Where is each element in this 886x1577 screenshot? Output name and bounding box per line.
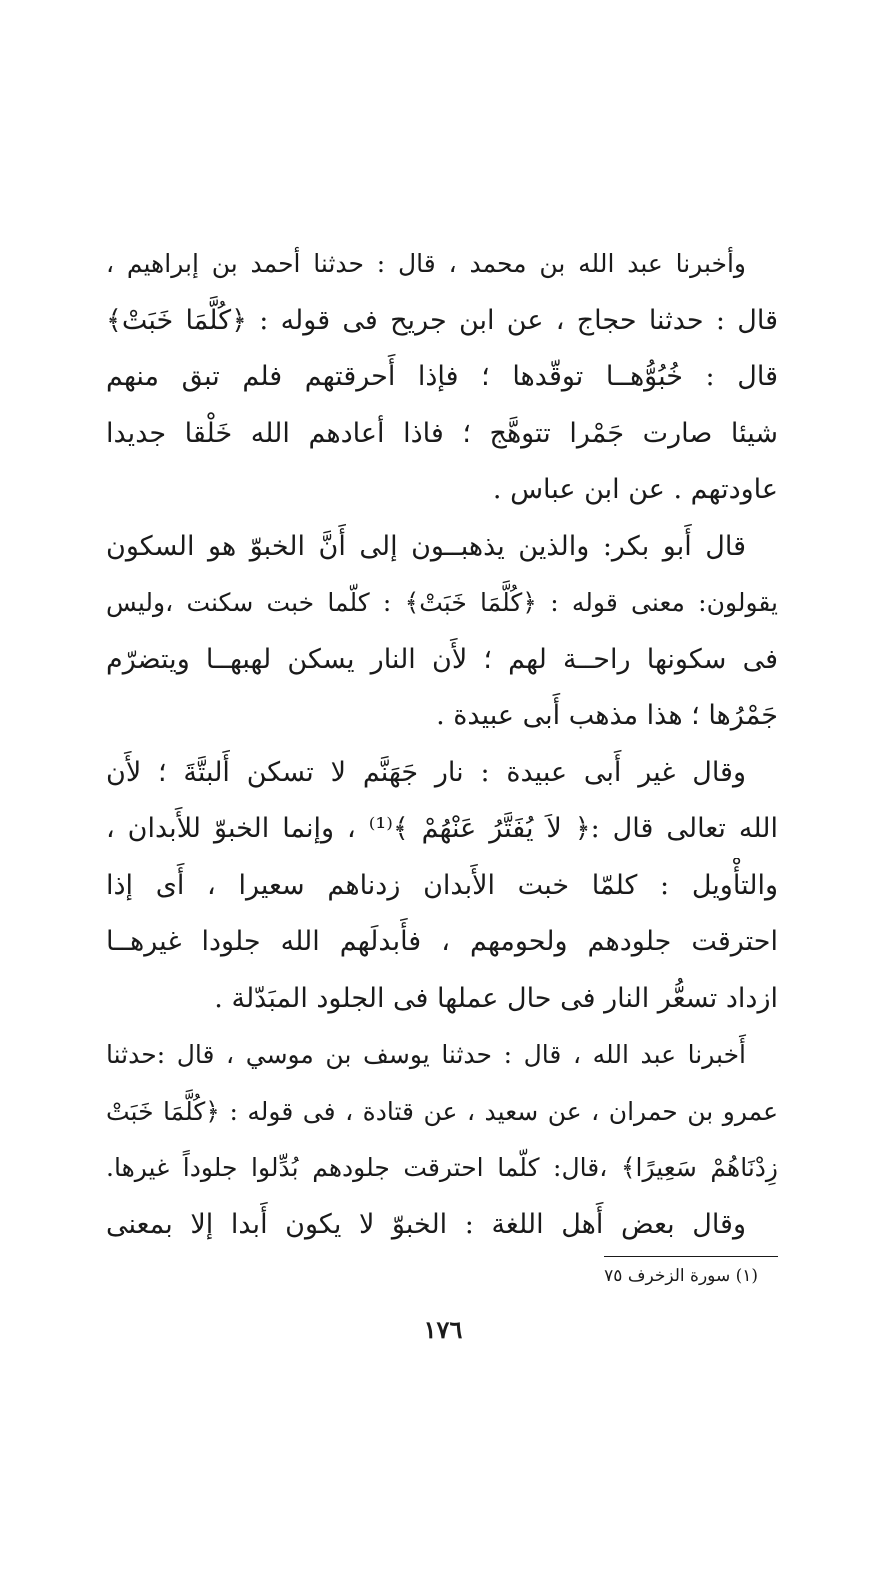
text-line: أَخبرنا عبد الله ، قال : حدثنا يوسف بن موسي ، قال :حدثنا (106, 1040, 746, 1069)
text-line: الله تعالى قال :﴿ لاَ يُفَتَّرُ عَنْهُمْ ﴾⁽¹⁾ ، وإنما الخبوّ للأَبدان ، (106, 813, 778, 844)
footnote: (١) سورة الزخرف ٧٥ (604, 1266, 758, 1286)
text-line: وقال بعض أَهل اللغة : الخبوّ لا يكون أَبدا إلا بمعنى (106, 1208, 746, 1240)
text-line: والتأْويل : كلمّا خبت الأَبدان زدناهم سعيرا ، أَى إذا (106, 869, 778, 901)
text-line: ازداد تسعُّر النار فى حال عملها فى الجلود المبَدّلة . (214, 982, 778, 1014)
footnote-divider (604, 1256, 778, 1257)
page-number: ١٧٦ (423, 1315, 463, 1344)
text-line: قال : خُبُوُّهــا توقّدها ؛ فإذا أَحرقتهم فلم تبق منهم (106, 361, 778, 392)
text-line: عمرو بن حمران ، عن سعيد ، عن قتادة ، فى قوله : ﴿كُلَّمَا خَبَتْ (106, 1096, 778, 1126)
text-line: فى سكونها راحــة لهم ؛ لأَن النار يسكن لهبهــا ويتضرّم (106, 643, 778, 675)
text-line: زِدْنَاهُمْ سَعِيرًا﴾ ،قال: كلّما احترقت جلودهم بُدِّلوا جلوداً غيرها. (106, 1153, 778, 1182)
text-line: قال أَبو بكر: والذين يذهبــون إلى أَنَّ الخبوّ هو السكون (106, 530, 746, 562)
text-line: وأخبرنا عبد الله بن محمد ، قال : حدثنا أحمد بن إبراهيم ، (106, 249, 746, 278)
text-line: شيئا صارت جَمْرا تتوهَّج ؛ فاذا أعادهم الله خَلْقا جديدا (106, 417, 778, 449)
text-line: احترقت جلودهم ولحومهم ، فأَبدلَهم الله جلودا غيرهــا (106, 926, 778, 957)
text-line: وقال غير أَبى عبيدة : نار جَهَنَّم لا تسكن أَلبتَّةَ ؛ لأَن (106, 756, 746, 788)
body-text (106, 236, 778, 1253)
text-line: جَمْرُها ؛ هذا مذهب أَبى عبيدة . (436, 700, 778, 731)
text-line: يقولون: معنى قوله : ﴿كُلَّمَا خَبَتْ﴾ : كلّما خبت سكنت ،وليس (106, 588, 778, 617)
text-line: عاودتهم . عن ابن عباس . (492, 474, 778, 505)
text-line: قال : حدثنا حجاج ، عن ابن جريح فى قوله : ﴿كُلَّمَا خَبَتْ﴾ (106, 304, 778, 336)
